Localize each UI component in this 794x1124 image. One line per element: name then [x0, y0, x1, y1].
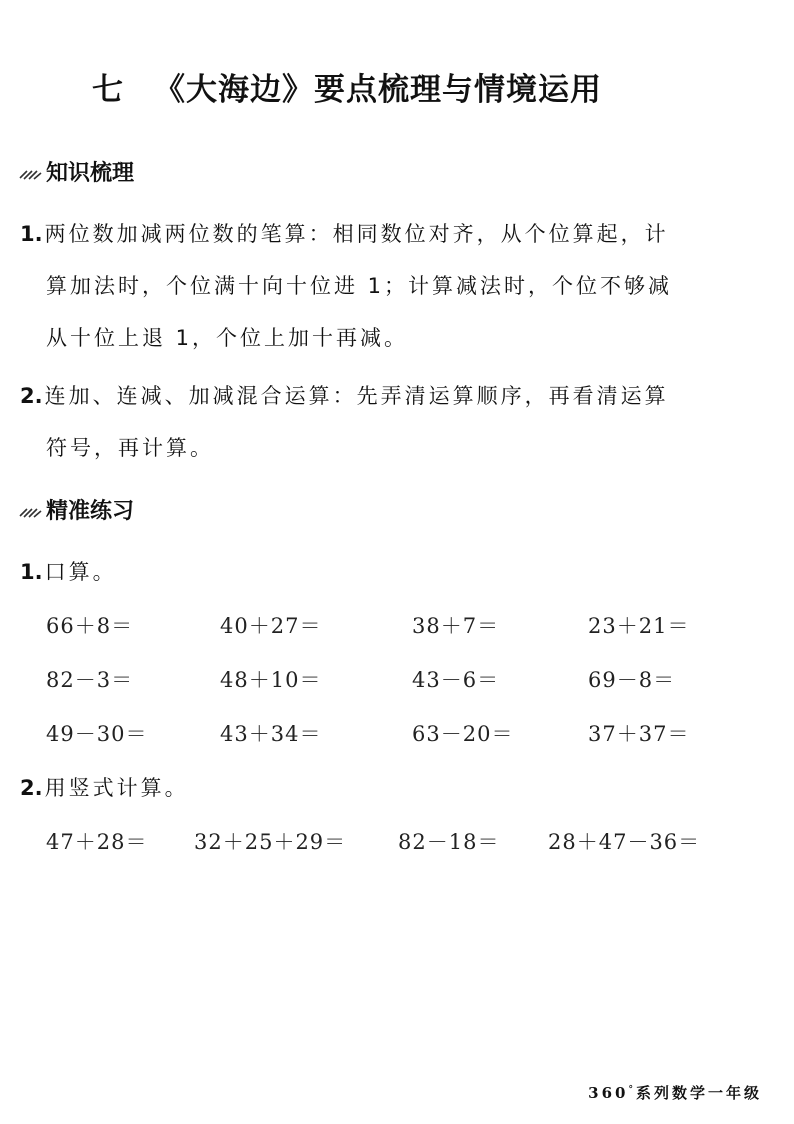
oral-expression: 49－30＝: [46, 722, 148, 746]
knowledge-item-2: [20, 370, 720, 474]
question-number: 2.: [20, 776, 43, 800]
oral-expression: 69－8＝: [588, 668, 676, 692]
knowledge-item-1: [20, 208, 720, 364]
pencil-marker-icon: [18, 167, 44, 181]
item-text-line: 从十位上退 1，个位上加十再减。: [46, 326, 409, 350]
oral-expression: 63－20＝: [412, 722, 514, 746]
section-label: 精准练习: [46, 499, 135, 524]
section-header-knowledge: [18, 156, 134, 187]
practice-question-2: [20, 772, 189, 802]
chapter-number: 七: [92, 72, 124, 108]
oral-expression: 82－3＝: [46, 668, 134, 692]
item-number: 1.: [20, 222, 43, 246]
item-text-line: 连加、连减、加减混合运算：先弄清运算顺序，再看清运算: [44, 384, 669, 408]
vertical-calc-expression: 28＋47－36＝: [548, 830, 701, 854]
oral-expression: 43＋34＝: [220, 722, 322, 746]
section-label: 知识梳理: [46, 161, 135, 186]
chapter-title: 《大海边》要点梳理与情境运用: [154, 72, 602, 108]
footer-degree: °: [628, 1085, 636, 1095]
item-text-line: 算加法时，个位满十向十位进 1；计算减法时，个位不够减: [46, 274, 673, 298]
oral-expression: 40＋27＝: [220, 614, 322, 638]
question-label: 用竖式计算。: [44, 776, 189, 800]
oral-expression: 43－6＝: [412, 668, 500, 692]
item-number: 2.: [20, 384, 43, 408]
vertical-calc-expression: 32＋25＋29＝: [194, 830, 347, 854]
footer-series-number: 360: [588, 1084, 629, 1102]
oral-expression: 23＋21＝: [588, 614, 690, 638]
section-header-practice: [18, 494, 134, 525]
question-number: 1.: [20, 560, 43, 584]
page-footer: [588, 1082, 762, 1103]
practice-question-1: [20, 556, 117, 586]
oral-expression: 66＋8＝: [46, 614, 134, 638]
item-text-line: 两位数加减两位数的笔算：相同数位对齐，从个位算起，计: [44, 222, 669, 246]
question-label: 口算。: [44, 560, 117, 584]
footer-text: 系列数学一年级: [635, 1084, 762, 1102]
vertical-calc-expression: 82－18＝: [398, 830, 500, 854]
pencil-marker-icon: [18, 505, 44, 519]
oral-expression: 38＋7＝: [412, 614, 500, 638]
oral-expression: 48＋10＝: [220, 668, 322, 692]
oral-expression: 37＋37＝: [588, 722, 690, 746]
item-text-line: 符号，再计算。: [46, 436, 214, 460]
vertical-calc-expression: 47＋28＝: [46, 830, 148, 854]
page-title: [92, 64, 602, 109]
